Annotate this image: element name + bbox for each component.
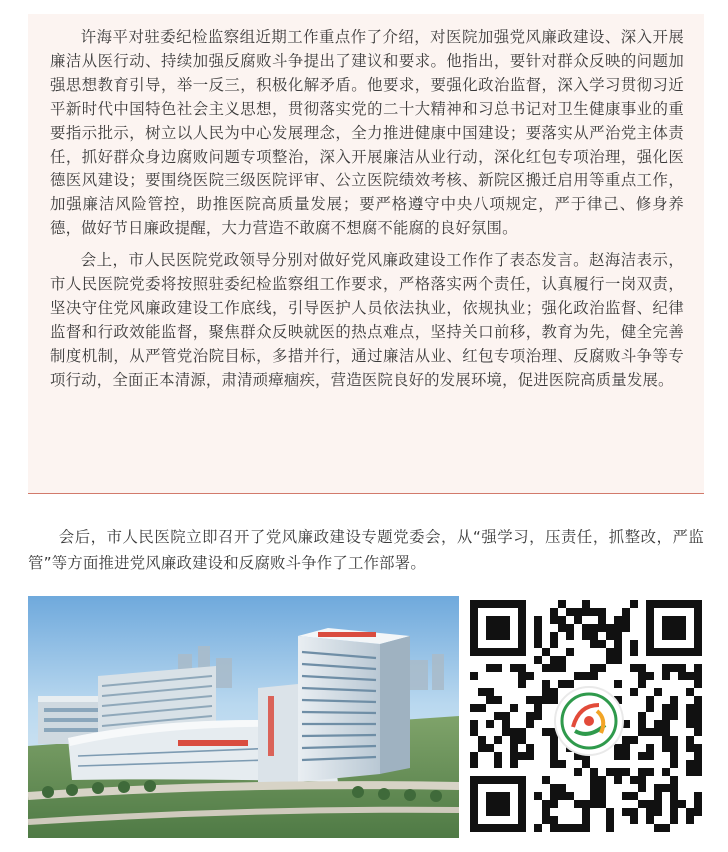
after-meeting-paragraph: 会后，市人民医院立即召开了党风廉政建设专题党委会，从“强学习，压责任，抓整改，严监管”等方面推进党风廉政建设和反腐败斗争作了工作部署。: [28, 528, 704, 572]
qr-code: [470, 600, 702, 832]
quote-paragraph-1: 许海平对驻委纪检监察组近期工作重点作了介绍，对医院加强党风廉政建设、深入开展廉洁从医行动、持续加强反腐败斗争提出了建议和要求。他指出，要针对群众反映的问题加强思想教育引导，举一反三，积极化解矛盾。他要求，要强化政治监督，深入学习贯彻习近平新时代中国特色社会主义思想，贯彻落实党的二十大精神和习总书记对卫生健康事业的重要指示批示，树立以人民为中心发展理念，全力推进健康中国建设；要落实从严治党主体责任，抓好群众身边腐败问题专项整治，深入开展廉洁从业行动，深化红包专项治理，强化医德医风建设；要围绕医院三级医院评审、公立医院绩效考核、新院区搬迁启用等重点工作，加强廉洁风险管控，助推医院高质量发展；要严格遵守中央八项规定，严于律己、修身养德，做好节日廉政提醒，大力营造不敢腐不想腐不能腐的良好氛围。: [50, 28, 684, 238]
quote-paragraph-2: 会上，市人民医院党政领导分别对做好党风廉政建设工作作了表态发言。赵海洁表示，市人民医院党委将按照驻委纪检监察组工作要求，严格落实两个责任，认真履行一岗双责，坚决守住党风廉政建设工作底线，引导医护人员依法执业，依规执业；强化政治监督、纪律监督和行政效能监督，聚焦群众反映就医的热点难点，坚持关口前移，教育为先，健全完善制度机制，从严管党治院目标，多措并行，通过廉洁从业、红包专项治理、反腐败斗争等专项行动，全面正本清源，肃清顽瘴痼疾，营造医院良好的发展环境，促进医院高质量发展。: [50, 251, 684, 389]
hospital-building-icon: [28, 596, 459, 838]
quote-box: [28, 14, 704, 494]
hospital-logo-icon: [556, 688, 622, 754]
hospital-photo: [28, 596, 459, 838]
